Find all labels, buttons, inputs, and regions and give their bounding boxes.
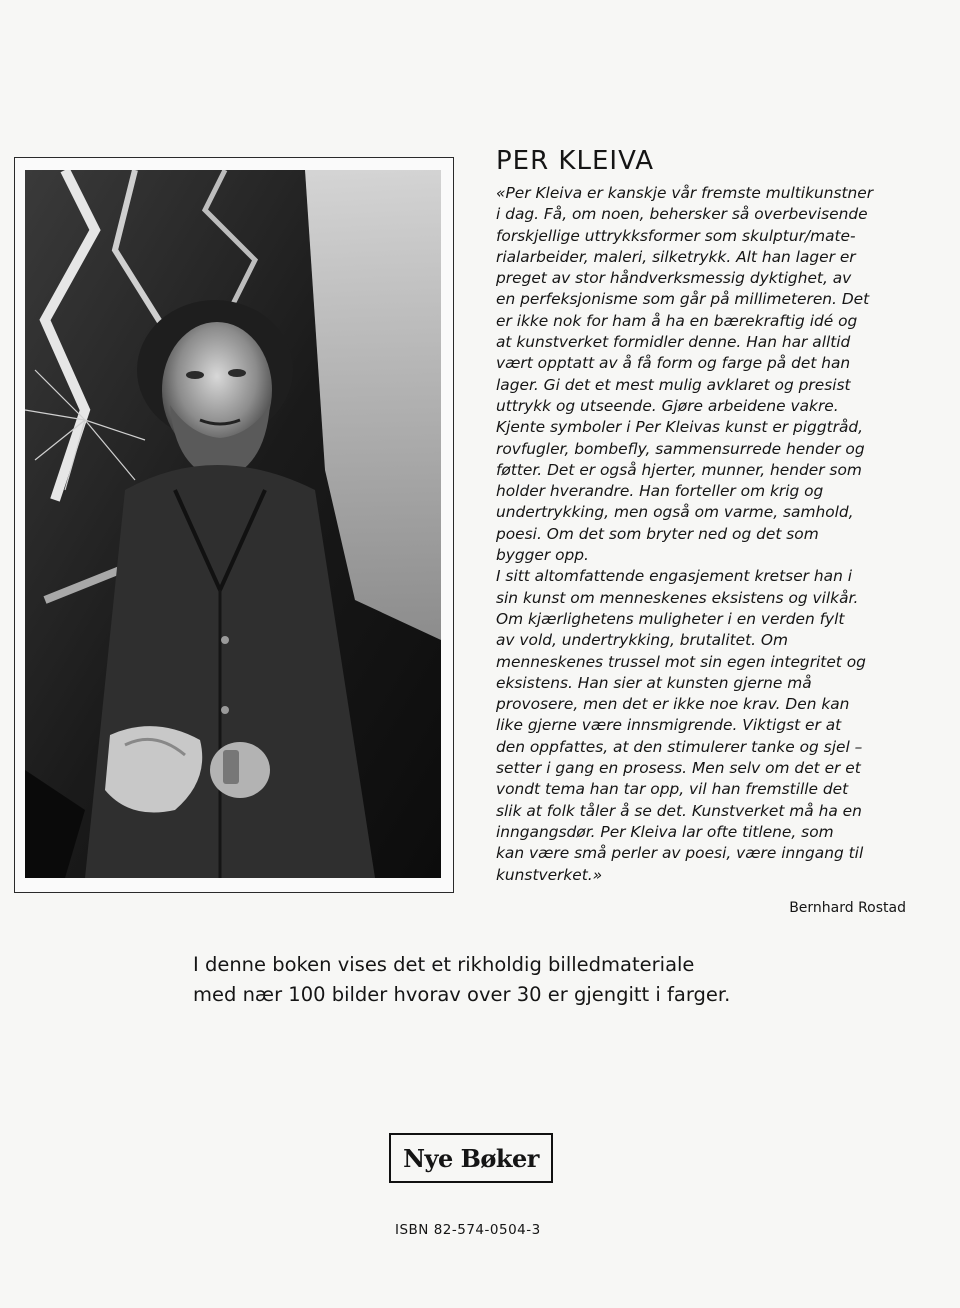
quote-line: setter i gang en prosess. Men selv om det er et [496,759,861,778]
quote-line: kunstverket.» [496,865,603,884]
quote-line: av vold, undertrykking, brutalitet. Om [496,631,789,650]
text-column [496,145,916,886]
quote-line: kan være små perler av poesi, være inngang til [496,844,864,863]
artist-portrait-photo [25,170,441,878]
quote-line: bygger opp. [496,546,589,565]
quote-line: Kjente symboler i Per Kleivas kunst er piggtråd, [496,418,864,437]
quote-line: I sitt altomfattende engasjement kretser han i [496,567,852,586]
blurb-line: med nær 100 bilder hvorav over 30 er gjengitt i farger. [193,983,731,1006]
quote-line: like gjerne være innsmigrende. Viktigst er at [496,716,842,735]
blurb-line: I denne boken vises det et rikholdig billedmateriale [193,953,695,976]
quote-line: vondt tema han tar opp, vil han fremstille det [496,780,849,799]
artist-name-title: PER KLEIVA [496,146,654,176]
quote-line: uttrykk og utseende. Gjøre arbeidene vakre. [496,396,839,415]
quote-line: føtter. Det er også hjerter, munner, hender som [496,460,862,479]
quote-line: rovfugler, bombefly, sammensurrede hender og [496,439,865,458]
book-blurb [193,950,833,1010]
quote-line: en perfeksjonisme som går på millimeteren. Det [496,290,870,309]
portrait-photo-frame [14,157,454,893]
quote-line: undertrykking, men også om varme, samhold, [496,503,854,522]
quote-line: provosere, men det er ikke noe krav. Den kan [496,695,850,714]
quote-line: er ikke nok for ham å ha en bærekraftig idé og [496,311,858,330]
quote-author: Bernhard Rostad [789,900,906,916]
quote-line: inngangsdør. Per Kleiva lar ofte titlene, som [496,822,834,841]
quote-line: «Per Kleiva er kanskje vår fremste multikunstner [496,184,874,202]
quote-line: lager. Gi det et mest mulig avklaret og presist [496,375,851,394]
publisher-logo: Nye Bøker [389,1133,553,1183]
quote-line: sin kunst om menneskenes eksistens og vilkår. [496,588,859,607]
quote-line: at kunstverket formidler denne. Han har alltid [496,333,851,352]
portrait-illustration [25,170,441,878]
isbn-number: ISBN 82-574-0504-3 [395,1222,541,1238]
quote-line: preget av stor håndverksmessig dyktighet, av [496,269,852,288]
quote-line: rialarbeider, maleri, silketrykk. Alt han lager er [496,247,856,266]
quote-line: forskjellige uttrykksformer som skulptur/mate- [496,226,856,245]
quote-line: i dag. Få, om noen, behersker så overbevisende [496,205,868,224]
quote-line: slik at folk tåler å se det. Kunstverket må ha en [496,801,862,820]
quote-line: Om kjærlighetens muligheter i en verden fylt [496,609,845,628]
quote-line: vært opptatt av å få form og farge på det han [496,354,851,373]
review-quote [496,183,916,886]
quote-line: poesi. Om det som bryter ned og det som [496,524,819,543]
quote-line: holder hverandre. Han forteller om krig og [496,482,824,501]
quote-line: menneskenes trussel mot sin egen integritet og [496,652,866,671]
quote-line: eksistens. Han sier at kunsten gjerne må [496,673,812,692]
quote-line: den oppfattes, at den stimulerer tanke og sjel – [496,737,863,756]
